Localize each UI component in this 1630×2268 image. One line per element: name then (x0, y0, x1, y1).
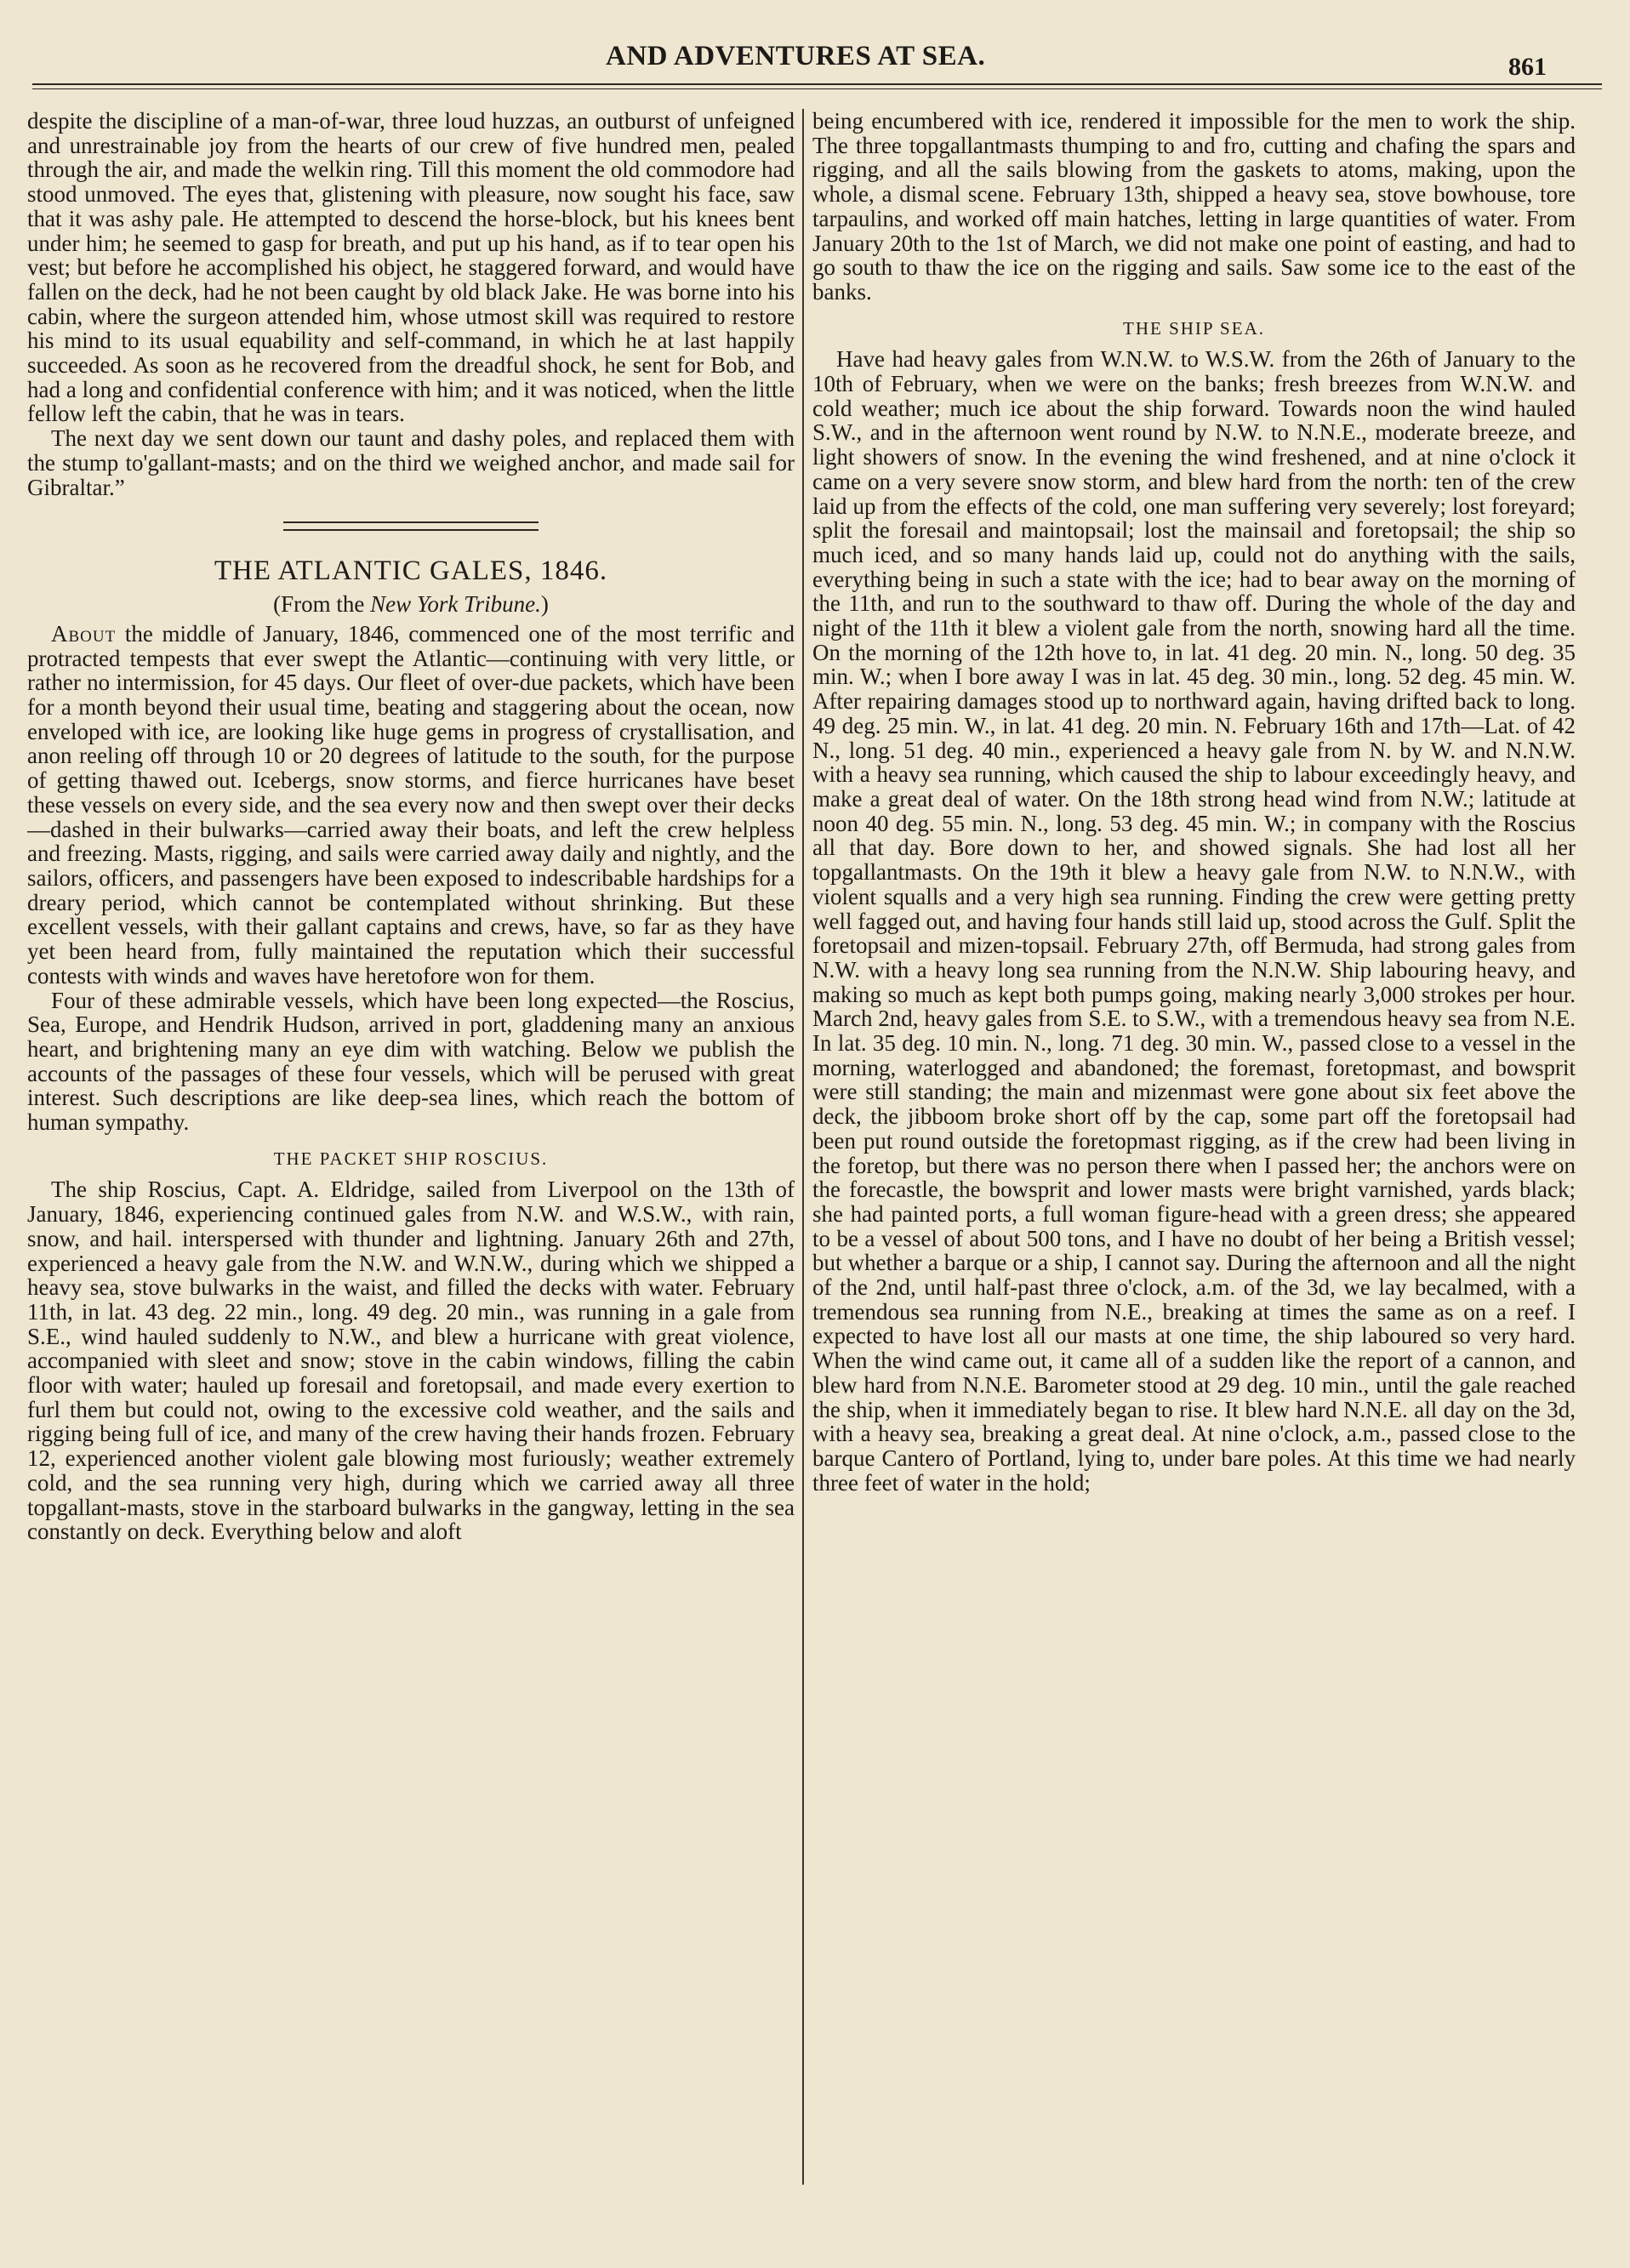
column-rule (802, 109, 804, 2185)
subheading: THE SHIP SEA. (1123, 317, 1265, 339)
page-header (0, 0, 1630, 102)
subheading: THE PACKET SHIP ROSCIUS. (273, 1148, 549, 1169)
paragraph: The ship Roscius, Capt. A. Eldridge, sailed from Liverpool on the 13th of January, 1846, experiencing continued gales from N.W. and W.S.W., with rain, snow, and hail. interspersed with thunder and lightning. January 26th and 27th, experienced a heavy gale from the N.W. and W.N.W., during which we shipped a heavy sea, stove bulwarks in the waist, and filled the decks with water. February 11th, in lat. 43 deg. 22 min., long. 49 deg. 20 min., was running in a gale from S.E., wind hauled suddenly to N.W., and blew a hurricane with great violence, accompanied with sleet and snow; stove in the cabin windows, filling the cabin floor with water; hauled up foresail and foretopsail, and made every exertion to furl them but could not, owing to the excessive cold weather, and the sails and rigging being full of ice, and many of the crew having their hands frozen. February 12, experienced another violent gale blowing most furiously; weather extremely cold, and the sea running very high, during which we carried away all three topgallant-masts, stove in the starboard bulwarks in the gangway, letting in the sea constantly on deck. Everything below and aloft (27, 1177, 795, 1545)
source-prefix: (From the (273, 591, 371, 618)
paragraph: Four of these admirable vessels, which have been long expected—the Roscius, Sea, Europe, and Hendrik Hudson, arrived in port, gladdening many an anxious heart, and brightening many an eye dim with watching. Below we publish the accounts of the passages of these four vessels, which will be perused with great interest. Such descriptions are like deep-sea lines, which reach the bottom of human sympathy. (27, 987, 795, 1136)
paragraph-text: the middle of January, 1846, commenced one of the most terrific and protracted tempests that ever swept the Atlantic—continuing with very little, or rather no intermission, for 45 days. Our fleet of over-due packets, which have been for a month beyond their usual time, beating and staggering about the ocean, now enveloped with ice, are looking like huge gems in progress of crystallisation, and anon reeling off through 10 or 20 degrees of latitude to the south, for the purpose of getting thawed out. Icebergs, snow storms, and fierce hurricanes have beset these vessels on every side, and the sea every now and then swept over their decks—dashed in their bulwarks—carried away their boats, and left the crew helpless and freezing. Masts, rigging, and sails were carried away daily and nightly, and the sailors, officers, and passengers have been exposed to indescribable hardships for a dreary period, which cannot be contemplated without shrinking. But these excellent vessels, with their gallant captains and crews, have, so far as they have yet been heard from, fully maintained the reputation which their successful contests with winds and waves have heretofore won for them. (27, 620, 795, 989)
right-column (812, 109, 1576, 2253)
header-rule (32, 83, 1602, 89)
paragraph: The next day we sent down our taunt and dashy poles, and replaced them with the stump to'gallant-masts; and on the third we weighed anchor, and made sail for Gibraltar.” (27, 425, 795, 500)
running-head: AND ADVENTURES AT SEA. (606, 41, 986, 71)
left-column (27, 109, 795, 2253)
lead-word: About (51, 620, 117, 647)
article-title: THE ATLANTIC GALES, 1846. (214, 556, 608, 587)
section-divider (283, 521, 539, 531)
page-number: 861 (1508, 53, 1547, 81)
source-suffix: ) (540, 591, 549, 618)
paragraph: despite the discipline of a man-of-war, three loud huzzas, an outburst of unfeigned and unrestrainable joy from the hearts of our crew of five hundred men, pealed through the air, and made the welkin ring. Till this moment the old commodore had stood unmoved. The eyes that, glistening with pleasure, now sought his face, saw that it was ashy pale. He attempted to descend the horse-block, but his knees bent under him; he seemed to gasp for breath, and put up his hand, as if to tear open his vest; but before he accomplished his object, he staggered forward, and would have fallen on the deck, had he not been caught by old black Jake. He was borne into his cabin, where the surgeon attended him, whose utmost skill was required to restore his mind to its usual equability and self-command, in which he at last happily succeeded. As soon as he recovered from the dreadful shock, he sent for Bob, and had a long and confidential conference with him; and it was noticed, when the little fellow left the cabin, that he was in tears. (27, 109, 795, 427)
paragraph (27, 622, 795, 989)
paragraph: being encumbered with ice, rendered it impossible for the men to work the ship. The three topgallantmasts thumping to and fro, cutting and chafing the spars and rigging, and all the sails blowing from the gaskets to atoms, making, upon the whole, a dismal scene. February 13th, shipped a heavy sea, stove bowhouse, tore tarpaulins, and worked off main hatches, letting in large quantities of water. From January 20th to the 1st of March, we did not make one point of easting, and had to go south to thaw the ice on the rigging and sails. Saw some ice to the east of the banks. (812, 109, 1576, 305)
article-source (27, 592, 795, 617)
paragraph: Have had heavy gales from W.N.W. to W.S.W. from the 26th of January to the 10th of February, when we were on the banks; fresh breezes from W.N.W. and cold weather; much ice about the ship forward. Towards noon the wind hauled S.W., and in the afternoon went round by N.W. to N.N.E., moderate breeze, and light showers of snow. In the evening the wind freshened, and at nine o'clock it came on a very severe snow storm, and blew hard from the north: ten of the crew laid up from the effects of the cold, one man suffering very severely; lost foreyard; split the foresail and maintopsail; lost the mainsail and foretopsail; the ship so much iced, and so many hands laid up, could not do anything with the sails, everything being in such a state with the ice; had to bear away on the morning of the 11th, and run to the southward to thaw off. During the whole of the day and night of the 11th it blew a violent gale from the north, snowing hard all the time. On the morning of the 12th hove to, in lat. 41 deg. 20 min. N., long. 50 deg. 35 min. W.; when I bore away I was in lat. 45 deg. 30 min., long. 52 deg. 45 min. W. After repairing damages stood up to northward again, having drifted back to long. 49 deg. 25 min. W., in lat. 41 deg. 20 min. N. February 16th and 17th—Lat. of 42 N., long. 51 deg. 40 min., experienced a heavy gale from N. by W. and N.N.W. with a heavy sea running, which caused the ship to labour exceedingly heavy, and make a great deal of water. On the 18th strong head wind from N.W.; latitude at noon 40 deg. 55 min. N., long. 53 deg. 45 min. W.; in company with the Roscius all that day. Bore down to her, and showed signals. She had lost all her topgallantmasts. On the 19th it blew a heavy gale from N.W. to N.N.W., with violent squalls and a very high sea running. Finding the crew were getting pretty well fagged out, and having four hands still laid up, stood across the Gulf. Split the foretopsail and mizen-topsail. February 27th, off Bermuda, had strong gales from N.W. with a heavy long sea running from the N.N.W. Ship labouring heavy, and making so much as kept both pumps going, making nearly 3,000 strokes per hour. March 2nd, heavy gales from S.E. to S.W., with a tremendous heavy sea from N.E. In lat. 35 deg. 10 min. N., long. 71 deg. 30 min. W., passed close to a vessel in the morning, waterlogged and abandoned; the foremast, foretopmast, and bowsprit were still standing; the main and mizenmast were gone about six feet above the deck, the jibboom broke short off by the cap, some part off the foretopsail had been put round outside the foretopmast rigging, as if the crew had been living in the foretop, but there was no person there when I passed her; the anchors were on the forecastle, the bowsprit and lower masts were bright varnished, yards black; she had painted ports, a full woman figure-head with a green dress; she appeared to be a vessel of about 500 tons, and I have no doubt of her being a British vessel; but whether a barque or a ship, I cannot say. During the afternoon and all the night of the 2nd, until half-past three o'clock, a.m. of the 3d, we lay becalmed, with a tremendous sea running from N.E., breaking at times the same as on a reef. I expected to have lost all our masts at one time, the ship laboured so very hard. When the wind came out, it came all of a sudden like the report of a cannon, and blew hard from N.N.E. Barometer stood at 29 deg. 10 min., until the gale reached the ship, when it immediately began to rise. It blew hard N.N.E. all day on the 3d, with a heavy sea, breaking a great deal. At nine o'clock, a.m., passed close to the barque Cantero of Portland, lying to, under bare poles. At this time we had nearly three feet of water in the hold; (812, 346, 1576, 1496)
source-publication: New York Tribune. (370, 591, 541, 618)
